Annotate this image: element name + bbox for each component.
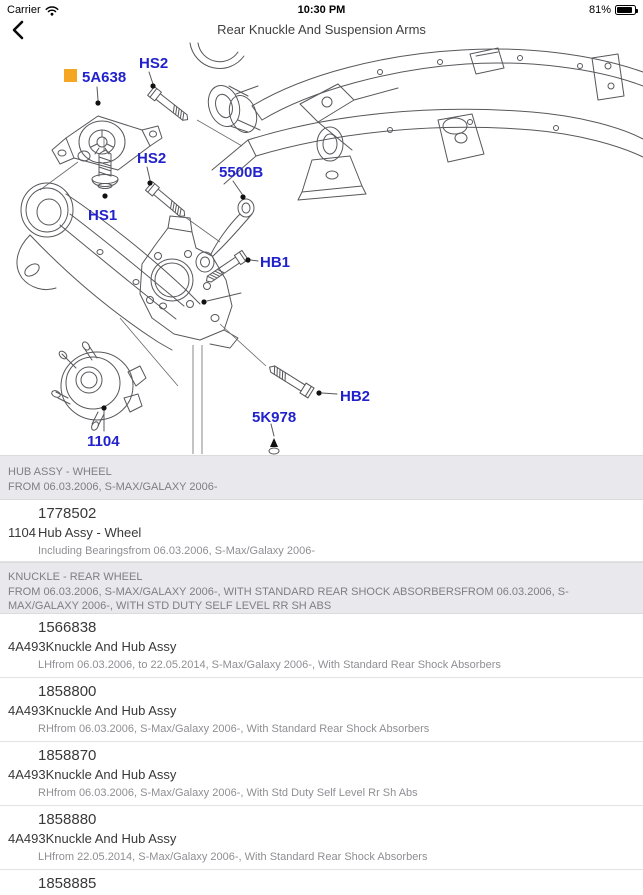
- hub-drawing: [51, 341, 146, 432]
- part-label-hs2-mid[interactable]: HS2: [137, 150, 167, 167]
- part-number: 1778502: [38, 505, 97, 522]
- page-title: Rear Knuckle And Suspension Arms: [217, 22, 426, 37]
- part-code: 4A493: [8, 831, 46, 846]
- highlight-square: [64, 69, 77, 82]
- part-detail: RHfrom 06.03.2006, S-Max/Galaxy 2006-, With Standard Rear Shock Absorbers: [38, 723, 430, 735]
- part-number: 1566838: [38, 619, 97, 636]
- carrier-label: Carrier: [7, 4, 41, 16]
- section-header-knuckle: [0, 562, 643, 614]
- chevron-left-icon: [9, 19, 27, 41]
- hs2-bolt-top-drawing: [148, 87, 191, 124]
- clock: 10:30 PM: [297, 4, 346, 16]
- part-number: 1858880: [38, 811, 97, 828]
- part-number: 1858800: [38, 683, 97, 700]
- parts-diagram[interactable]: [0, 42, 643, 455]
- part-code: 4A493: [8, 703, 46, 718]
- status-bar: [0, 0, 643, 20]
- hs2-bolt-mid-drawing: [145, 182, 188, 220]
- part-detail: LHfrom 22.05.2014, S-Max/Galaxy 2006-, With Standard Rear Shock Absorbers: [38, 851, 428, 863]
- parts-list: [0, 455, 643, 895]
- part-name: Knuckle And Hub Assy: [45, 639, 177, 654]
- part-detail: LHfrom 06.03.2006, to 22.05.2014, S-Max/Galaxy 2006-, With Standard Rear Shock Absorbers: [38, 659, 501, 671]
- part-detail: RHfrom 06.03.2006, S-Max/Galaxy 2006-, With Std Duty Self Level Rr Sh Abs: [38, 787, 418, 799]
- part-row-1858800[interactable]: [0, 683, 643, 742]
- part-label-1104[interactable]: 1104: [87, 433, 120, 450]
- part-name: Knuckle And Hub Assy: [45, 703, 177, 718]
- part-number: 1858870: [38, 747, 97, 764]
- section-title: HUB ASSY - WHEEL: [8, 466, 112, 478]
- part-code: 1104: [8, 525, 36, 540]
- hb2-bolt-drawing: [267, 362, 315, 398]
- section-subtitle: FROM 06.03.2006, S-MAX/GALAXY 2006-: [8, 481, 218, 493]
- battery-icon: [615, 5, 636, 15]
- part-label-hb1[interactable]: HB1: [260, 254, 291, 271]
- part-name: Hub Assy - Wheel: [38, 525, 142, 540]
- part-label-hb2[interactable]: HB2: [340, 388, 371, 405]
- part-code: 4A493: [8, 639, 46, 654]
- part-row-1858885[interactable]: [0, 875, 643, 895]
- part-row-1858880[interactable]: [0, 811, 643, 870]
- part-label-5500b[interactable]: 5500B: [219, 164, 264, 181]
- part-number: 1858885: [38, 875, 97, 892]
- back-button[interactable]: [9, 19, 27, 41]
- nav-bar: [0, 20, 643, 42]
- knuckle-drawing: [120, 216, 266, 454]
- part-detail: Including Bearingsfrom 06.03.2006, S-Max/Galaxy 2006-: [38, 545, 315, 557]
- section-subtitle: FROM 06.03.2006, S-MAX/GALAXY 2006-, WITH STANDARD REAR SHOCK ABSORBERSFROM 06.03.2006, S-MAX/GALAXY 2006-, WITH STD DUTY SELF LEVEL RR SH ABS: [8, 586, 569, 612]
- part-code: 4A493: [8, 767, 46, 782]
- part-label-hs1[interactable]: HS1: [88, 207, 118, 224]
- section-title: KNUCKLE - REAR WHEEL: [8, 571, 143, 583]
- part-row-1858870[interactable]: [0, 747, 643, 806]
- part-row-1566838[interactable]: [0, 619, 643, 678]
- battery-percent-label: 81%: [588, 4, 611, 16]
- part-name: Knuckle And Hub Assy: [45, 831, 177, 846]
- section-header-hub: [0, 455, 643, 500]
- part-label-5a638[interactable]: 5A638: [82, 69, 127, 86]
- hs2-mid-projection-line: [185, 217, 220, 242]
- part-label-5k978[interactable]: 5K978: [252, 409, 297, 426]
- part-label-hs2-top[interactable]: HS2: [139, 55, 169, 72]
- part-name: Knuckle And Hub Assy: [45, 767, 177, 782]
- part-row-1778502[interactable]: [0, 505, 643, 562]
